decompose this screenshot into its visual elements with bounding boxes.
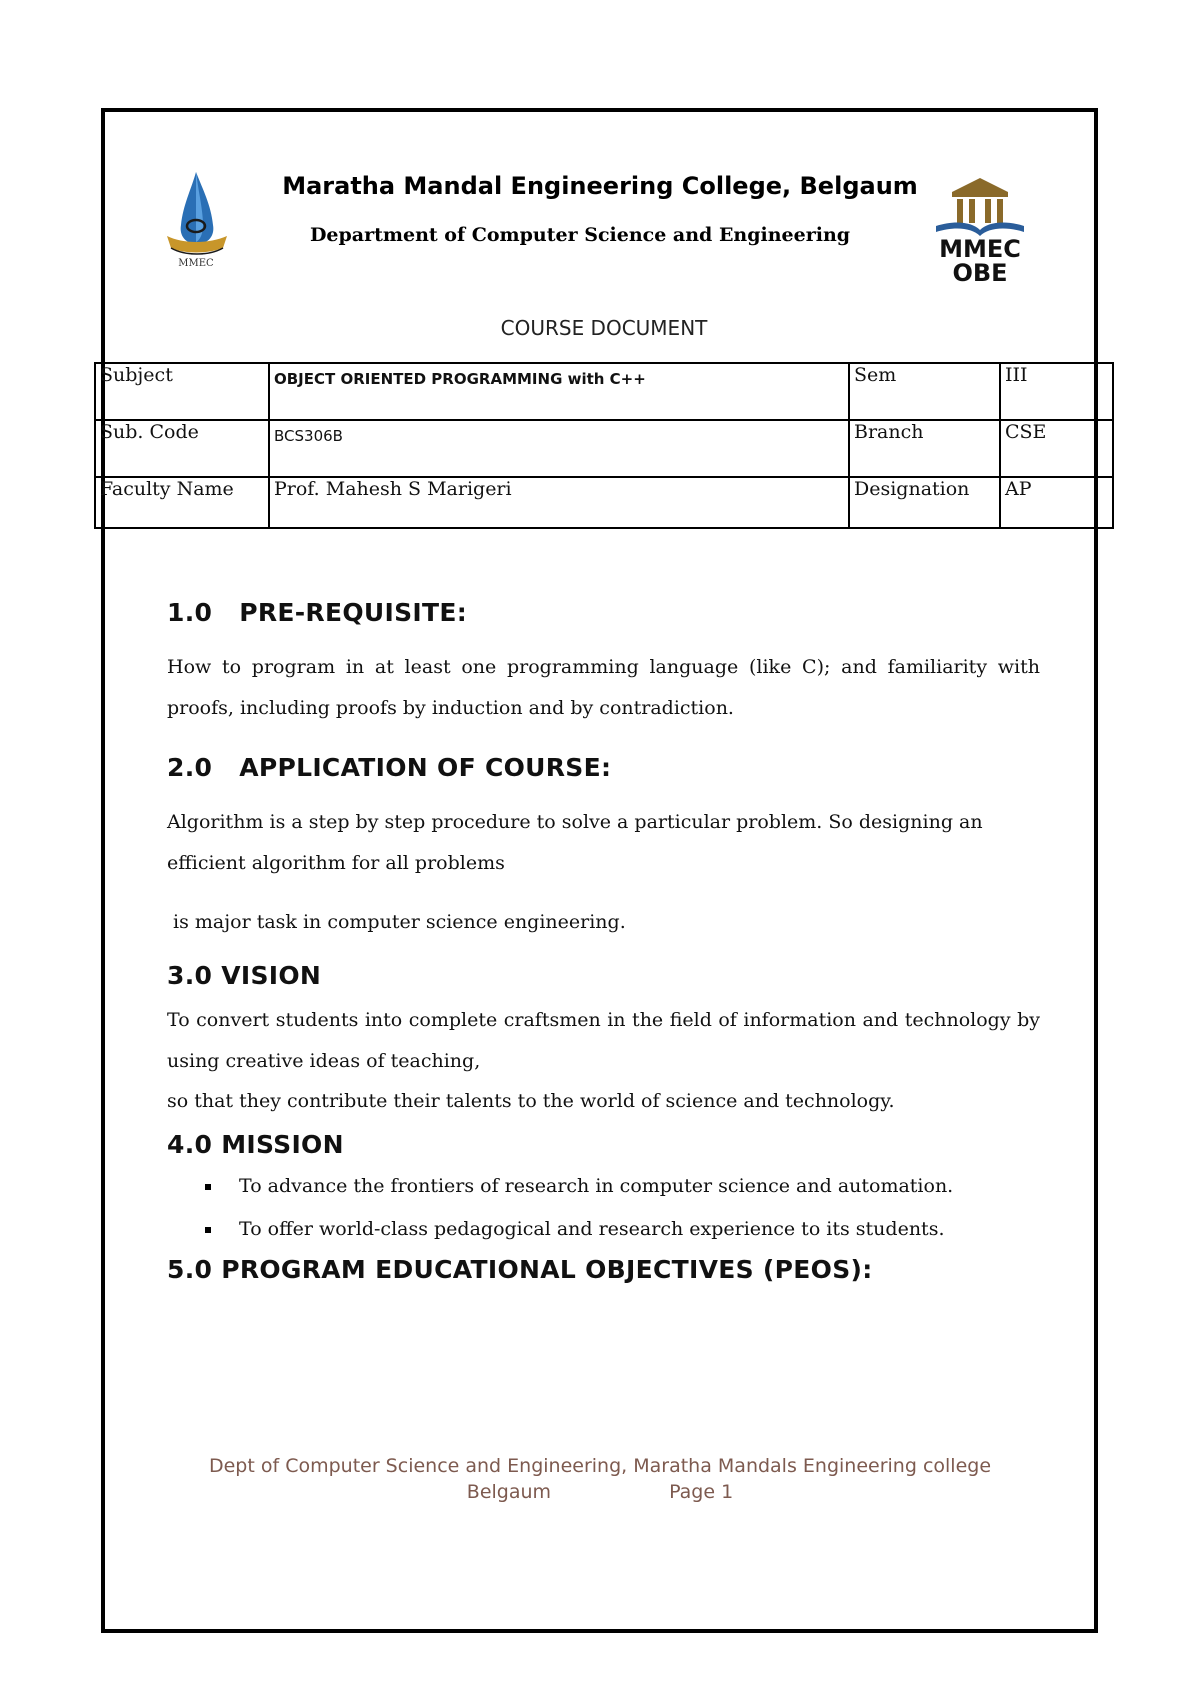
college-name: Maratha Mandal Engineering College, Belgaum <box>282 172 918 200</box>
document-body <box>167 598 1040 1284</box>
page-footer <box>0 1453 1200 1505</box>
application-text-2: is major task in computer science engineering. <box>167 911 626 933</box>
vision-text-1: To convert students into complete craftsmen in the field of information and technology by using creative ideas of teaching, <box>167 1009 1040 1072</box>
prerequisite-text: How to program in at least one programming language (like C); and familiarity with proofs, including proofs by induction and by contradiction. <box>167 656 1040 719</box>
branch-value: CSE <box>1000 420 1113 477</box>
list-item: To advance the frontiers of research in computer science and automation. <box>239 1165 1040 1208</box>
sub-code-label: Sub. Code <box>95 420 269 477</box>
department-name: Department of Computer Science and Engineering <box>309 224 851 246</box>
page-number: Page 1 <box>669 1481 734 1503</box>
section-heading-application: 2.0 APPLICATION OF COURSE: <box>167 753 612 782</box>
list-item: To offer world-class pedagogical and research experience to its students. <box>239 1208 1040 1251</box>
footer-city: Belgaum <box>466 1481 552 1503</box>
footer-line-2 <box>0 1479 1200 1505</box>
section-heading-vision: 3.0 VISION <box>167 961 322 990</box>
section-heading-peos: 5.0 PROGRAM EDUCATIONAL OBJECTIVES (PEOS): <box>167 1255 873 1284</box>
subject-value: OBJECT ORIENTED PROGRAMMING with C++ <box>269 363 849 420</box>
section-heading-prerequisite: 1.0 PRE-REQUISITE: <box>167 598 468 627</box>
branch-label: Branch <box>849 420 1000 477</box>
designation-value: AP <box>1000 477 1113 528</box>
svg-text:MMEC: MMEC <box>939 235 1021 263</box>
designation-label: Designation <box>849 477 1000 528</box>
application-text-1: Algorithm is a step by step procedure to solve a particular problem. So designing an efficient algorithm for all problems <box>167 811 983 874</box>
vision-text-2: so that they contribute their talents to the world of science and technology. <box>167 1090 895 1112</box>
subject-label: Subject <box>95 363 269 420</box>
table-row <box>95 363 1113 420</box>
table-row <box>95 420 1113 477</box>
faculty-name-label: Faculty Name <box>95 477 269 528</box>
faculty-name-value: Prof. Mahesh S Marigeri <box>269 477 849 528</box>
table-row <box>95 477 1113 528</box>
sem-label: Sem <box>849 363 1000 420</box>
footer-line-1: Dept of Computer Science and Engineering, Maratha Mandals Engineering college <box>208 1455 992 1477</box>
section-heading-mission: 4.0 MISSION <box>167 1130 344 1159</box>
sem-value: III <box>1000 363 1113 420</box>
sub-code-value: BCS306B <box>269 420 849 477</box>
course-info-table <box>94 362 1114 529</box>
document-type: COURSE DOCUMENT <box>500 316 708 340</box>
svg-text:OBE: OBE <box>952 259 1008 286</box>
svg-text:MMEC: MMEC <box>178 258 214 269</box>
mission-list <box>167 1165 1040 1251</box>
